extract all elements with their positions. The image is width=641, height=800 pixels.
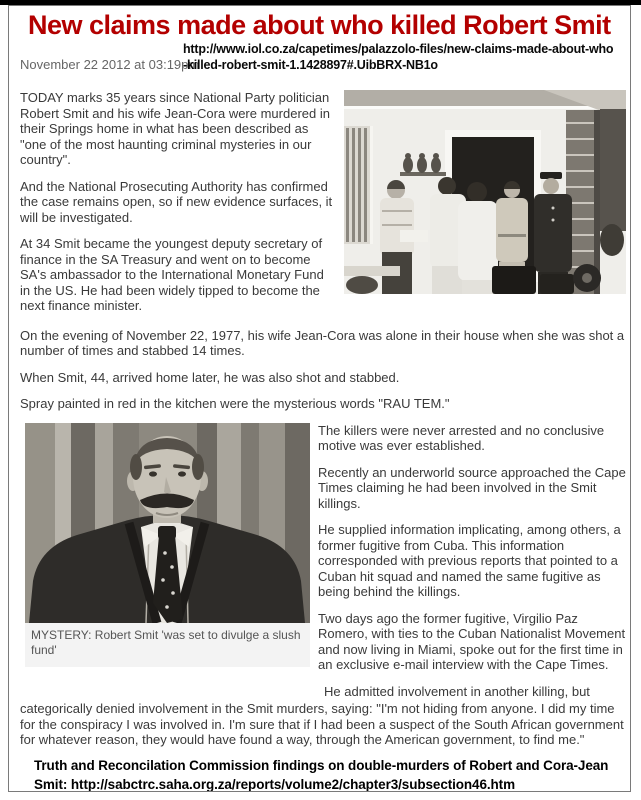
source-url-line1[interactable]: http://www.iol.co.za/capetimes/palazzolo-files/new-claims-made-about-who (183, 42, 614, 56)
paragraph: And the National Prosecuting Authority has confirmed the case remains open, so if new evidence surfaces, it will be investigated. (20, 178, 333, 225)
paragraph: When Smit, 44, arrived home later, he was also shot and stabbed. (20, 369, 400, 385)
robert-smit-portrait-photo (25, 423, 310, 623)
paragraph: At 34 Smit became the youngest deputy secretary of finance in the SA Treasury and went on to become SA's ambassador to the International Monetary Fund in the US. He had been widely tipped to become the next finance minister. (20, 236, 324, 313)
paragraph: The killers were never arrested and no conclusive motive was ever established. (318, 422, 605, 453)
photo-caption: MYSTERY: Robert Smit 'was set to divulge a slush fund' (25, 623, 310, 667)
paragraph: TODAY marks 35 years since National Party politician Robert Smit and his wife Jean-Cora were murdered in their Springs home in what has been described as "one of the most haunting criminal mysteries in our country". (20, 90, 330, 167)
smit-home-crime-scene-photo (344, 90, 626, 294)
intro-column (20, 90, 336, 325)
portrait-figure (25, 423, 310, 700)
header-meta (20, 41, 626, 85)
middle-paragraphs (20, 328, 626, 412)
paragraph: Spray painted in red in the kitchen were the mysterious words "RAU TEM." (20, 396, 450, 411)
publish-date: November 22 2012 at 03:19pm (20, 57, 200, 72)
paragraph-continuation: categorically denied involvement in the Smit murders, saying: "I'm not hiding from anyone. I did my time for the conspiracy I was involved in. I'm sure that if I had been a suspect of the South African government for whatever reason, they would have found a way, through the American government, to find me." (20, 701, 624, 747)
portrait-section (20, 423, 626, 700)
page-frame (8, 5, 631, 792)
page-title: New claims made about who killed Robert Smit (28, 10, 611, 40)
intro-section (20, 90, 626, 325)
paragraph: He admitted involvement in another killing, but (324, 683, 590, 699)
right-column (318, 423, 626, 700)
paragraph: He supplied information implicating, among others, a former fugitive from Cuba. This information corresponded with previous reports that pointed to a Cuban hit squad and named the same fugitive as being behind the killings. (318, 522, 621, 599)
trc-findings-link[interactable]: Truth and Reconcilation Commission findings on double-murders of Robert and Cora-Jean Smit: http://sabctrc.saha.org.za/reports/volume2/chapter3/subsection46.htm (34, 757, 609, 792)
paragraph: On the evening of November 22, 1977, his wife Jean-Cora was alone in their house when she was shot a number of times and stabbed 14 times. (20, 327, 625, 358)
paragraph: Recently an underworld source approached the Cape Times claiming he had been involved in the Smit killings. (318, 464, 626, 511)
source-url-line2[interactable]: -killed-robert-smit-1.1428897#.UibBRX-NB1o (183, 58, 438, 72)
article-source-link[interactable] (183, 41, 613, 73)
paragraph: Two days ago the former fugitive, Virgilio Paz Romero, with ties to the Cuban Nationalist Movement and now living in Miami, spoke out for the first time in an exclusive e-mail interview with the Cape Times. (318, 610, 626, 672)
